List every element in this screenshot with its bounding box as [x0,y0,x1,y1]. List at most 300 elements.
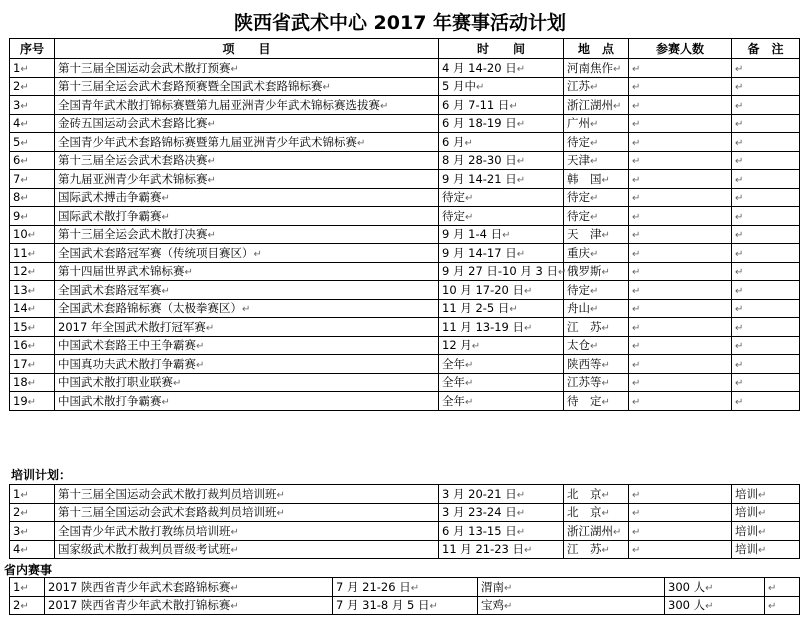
table-row [10,262,800,281]
paragraph-mark: ↵ [705,582,714,594]
cell-index: 8↵ [10,188,55,207]
cell-participants [629,225,732,244]
paragraph-mark: ↵ [632,137,641,149]
cell-index: 9↵ [10,207,55,226]
cell-event: 第十三届全国运动会武术散打预赛↵ [55,59,439,78]
paragraph-mark: ↵ [758,526,767,538]
cell-event: 中国武术套路王中王争霸赛↵ [55,336,439,355]
paragraph-mark: ↵ [601,508,610,520]
paragraph-mark: ↵ [735,119,744,131]
cell-location: 江苏等↵ [564,373,629,392]
cell-participants: 300 人↵ [665,596,765,615]
cell-index: 1↵ [10,485,55,504]
cell-remarks [732,336,800,355]
paragraph-mark: ↵ [322,82,331,94]
cell-time: 6 月 18-19 日↵ [439,114,564,133]
paragraph-mark: ↵ [613,63,622,75]
cell-remarks [732,96,800,115]
cell-remarks [732,77,800,96]
cell-remarks [732,244,800,263]
cell-index: 1↵ [10,578,45,597]
cell-time: 3 月 20-21 日↵ [439,485,564,504]
table-row [10,318,800,337]
cell-location: 舟山↵ [564,299,629,318]
paragraph-mark: ↵ [758,489,767,501]
paragraph-mark: ↵ [20,82,29,94]
cell-index: 4↵ [10,114,55,133]
cell-time: 5 月中↵ [439,77,564,96]
cell-location: 浙江湖州↵ [564,522,629,541]
cell-location: 待定↵ [564,133,629,152]
cell-participants [629,151,732,170]
paragraph-mark: ↵ [632,267,641,279]
cell-event: 第十四届世界武术锦标赛↵ [55,262,439,281]
paragraph-mark: ↵ [601,378,610,390]
table-row [10,77,800,96]
paragraph-mark: ↵ [735,82,744,94]
paragraph-mark: ↵ [601,359,610,371]
cell-location: 江 苏↵ [564,540,629,559]
paragraph-mark: ↵ [516,489,526,501]
cell-location: 天 津↵ [564,225,629,244]
paragraph-mark: ↵ [465,378,474,390]
cell-participants [629,336,732,355]
paragraph-mark: ↵ [632,193,641,205]
cell-remarks [732,281,800,300]
paragraph-mark: ↵ [524,322,533,334]
cell-event: 2017 年全国武术散打冠军赛↵ [55,318,439,337]
paragraph-mark: ↵ [207,230,216,242]
cell-event: 第十三届全运会武术套路决赛↵ [55,151,439,170]
paragraph-mark: ↵ [590,248,599,260]
cell-index: 10↵ [10,225,55,244]
paragraph-mark: ↵ [161,396,170,408]
cell-event: 第十三届全国运动会武术散打裁判员培训班↵ [55,485,439,504]
paragraph-mark: ↵ [758,545,767,557]
paragraph-mark: ↵ [601,267,610,279]
paragraph-mark: ↵ [502,230,511,242]
paragraph-mark: ↵ [471,341,481,353]
cell-event: 全国武术套路冠军赛（传统项目赛区）↵ [55,244,439,263]
table-row [10,133,800,152]
paragraph-mark: ↵ [20,193,29,205]
paragraph-mark: ↵ [768,582,777,594]
cell-event: 第九届亚洲青少年武术锦标赛↵ [55,170,439,189]
cell-index: 16↵ [10,336,55,355]
cell-participants [629,77,732,96]
paragraph-mark: ↵ [276,508,285,520]
paragraph-mark: ↵ [205,322,215,334]
cell-event: 国际武术散打争霸赛↵ [55,207,439,226]
paragraph-mark: ↵ [613,526,622,538]
paragraph-mark: ↵ [590,156,599,168]
cell-participants [629,188,732,207]
cell-location: 北 京↵ [564,503,629,522]
paragraph-mark: ↵ [475,82,485,94]
cell-remarks [732,133,800,152]
cell-remarks [732,225,800,244]
training-table [9,484,800,559]
paragraph-mark: ↵ [504,582,513,594]
paragraph-mark: ↵ [464,137,473,149]
provincial-section-label: 省内赛事 [4,563,53,577]
paragraph-mark: ↵ [632,63,641,75]
cell-index: 17↵ [10,355,55,374]
paragraph-mark: ↵ [410,582,420,594]
paragraph-mark: ↵ [230,526,239,538]
cell-participants [629,522,732,541]
cell-location: 待定↵ [564,207,629,226]
cell-location: 渭南↵ [478,578,665,597]
cell-location: 待定↵ [564,281,629,300]
cell-location: 俄罗斯↵ [564,262,629,281]
paragraph-mark: ↵ [758,508,767,520]
cell-remarks [732,299,800,318]
cell-time: 全年↵ [439,355,564,374]
cell-index: 7↵ [10,170,55,189]
paragraph-mark: ↵ [20,601,29,613]
cell-participants [629,170,732,189]
cell-index: 5↵ [10,133,55,152]
paragraph-mark: ↵ [20,489,29,501]
cell-time: 9 月 1-4 日↵ [439,225,564,244]
cell-time: 11 月 2-5 日↵ [439,299,564,318]
paragraph-mark: ↵ [465,193,474,205]
paragraph-mark: ↵ [173,378,182,390]
cell-location: 江苏↵ [564,77,629,96]
paragraph-mark: ↵ [632,359,641,371]
paragraph-mark: ↵ [27,322,37,334]
cell-participants: 300 人↵ [665,578,765,597]
table-row [10,355,800,374]
table-row [10,578,800,597]
cell-event: 全国武术套路冠军赛↵ [55,281,439,300]
competition-table [9,38,800,411]
document-title: 陕西省武术中心 2017 年赛事活动计划 [233,12,567,34]
paragraph-mark: ↵ [504,601,513,613]
paragraph-mark: ↵ [516,526,526,538]
cell-index: 2↵ [10,503,55,522]
paragraph-mark: ↵ [632,119,641,131]
paragraph-mark: ↵ [429,601,438,613]
paragraph-mark: ↵ [196,341,205,353]
paragraph-mark: ↵ [735,322,744,334]
cell-time: 3 月 23-24 日↵ [439,503,564,522]
paragraph-mark: ↵ [632,304,641,316]
paragraph-mark: ↵ [735,378,744,390]
paragraph-mark: ↵ [27,341,37,353]
paragraph-mark: ↵ [242,304,251,316]
paragraph-mark: ↵ [735,230,744,242]
cell-remarks [765,578,800,597]
cell-remarks [732,59,800,78]
paragraph-mark: ↵ [632,508,641,520]
table-row [10,485,800,504]
paragraph-mark: ↵ [230,63,239,75]
cell-remarks: 培训↵ [732,485,800,504]
paragraph-mark: ↵ [524,285,533,297]
cell-time: 6 月↵ [439,133,564,152]
cell-time: 待定↵ [439,207,564,226]
paragraph-mark: ↵ [27,230,37,242]
cell-time: 11 月 13-19 日↵ [439,318,564,337]
paragraph-mark: ↵ [590,82,599,94]
cell-index: 3↵ [10,522,55,541]
cell-index: 11↵ [10,244,55,263]
paragraph-mark: ↵ [276,489,285,501]
table-row [10,540,800,559]
cell-remarks: 培训↵ [732,503,800,522]
paragraph-mark: ↵ [632,248,641,260]
paragraph-mark: ↵ [735,285,744,297]
table-row [10,59,800,78]
cell-location: 天津↵ [564,151,629,170]
table-row [10,522,800,541]
cell-location: 陕西等↵ [564,355,629,374]
cell-participants [629,503,732,522]
table-header-row [10,39,800,59]
paragraph-mark: ↵ [27,396,37,408]
table-row [10,392,800,411]
cell-participants [629,207,732,226]
cell-location: 河南焦作↵ [564,59,629,78]
paragraph-mark: ↵ [735,63,744,75]
paragraph-mark: ↵ [516,63,526,75]
cell-index: 4↵ [10,540,55,559]
paragraph-mark: ↵ [196,359,205,371]
cell-event: 中国武术散打争霸赛↵ [55,392,439,411]
paragraph-mark: ↵ [509,304,518,316]
table-row [10,207,800,226]
cell-event: 国家级武术散打裁判员晋级考试班↵ [55,540,439,559]
table-row [10,244,800,263]
cell-participants [629,355,732,374]
paragraph-mark: ↵ [632,341,641,353]
cell-event: 中国武术散打职业联赛↵ [55,373,439,392]
paragraph-mark: ↵ [27,359,37,371]
paragraph-mark: ↵ [632,526,641,538]
table-row [10,170,800,189]
paragraph-mark: ↵ [230,601,239,613]
cell-event: 第十三届全运会武术散打决赛↵ [55,225,439,244]
paragraph-mark: ↵ [253,248,262,260]
cell-event: 全国青年武术散打锦标赛暨第九届亚洲青少年武术锦标赛选拔赛↵ [55,96,439,115]
cell-location: 浙江湖州↵ [564,96,629,115]
paragraph-mark: ↵ [735,359,744,371]
cell-event: 国际武术搏击争霸赛↵ [55,188,439,207]
cell-event: 2017 陕西省青少年武术散打锦标赛↵ [45,596,333,615]
paragraph-mark: ↵ [735,193,744,205]
paragraph-mark: ↵ [601,545,610,557]
paragraph-mark: ↵ [590,119,599,131]
paragraph-mark: ↵ [590,285,599,297]
paragraph-mark: ↵ [590,211,599,223]
cell-location: 待定↵ [564,188,629,207]
cell-location: 广州↵ [564,114,629,133]
cell-location: 待 定↵ [564,392,629,411]
cell-participants [629,281,732,300]
paragraph-mark: ↵ [632,545,641,557]
paragraph-mark: ↵ [735,137,744,149]
cell-remarks [732,392,800,411]
paragraph-mark: ↵ [27,248,37,260]
cell-event: 全国青少年武术散打教练员培训班↵ [55,522,439,541]
paragraph-mark: ↵ [230,582,239,594]
paragraph-mark: ↵ [380,100,389,112]
paragraph-mark: ↵ [632,82,641,94]
paragraph-mark: ↵ [632,156,641,168]
paragraph-mark: ↵ [516,119,526,131]
paragraph-mark: ↵ [161,285,170,297]
cell-location: 江 苏↵ [564,318,629,337]
paragraph-mark: ↵ [357,137,366,149]
paragraph-mark: ↵ [27,378,37,390]
cell-event: 金砖五国运动会武术套路比赛↵ [55,114,439,133]
paragraph-mark: ↵ [601,174,610,186]
cell-remarks [732,373,800,392]
cell-participants [629,114,732,133]
table-row [10,188,800,207]
cell-index: 2↵ [10,596,45,615]
paragraph-mark: ↵ [465,211,474,223]
paragraph-mark: ↵ [20,63,29,75]
paragraph-mark: ↵ [632,174,641,186]
cell-remarks [732,151,800,170]
paragraph-mark: ↵ [20,174,29,186]
paragraph-mark: ↵ [207,156,216,168]
cell-index: 12↵ [10,262,55,281]
paragraph-mark: ↵ [768,601,777,613]
cell-location: 韩 国↵ [564,170,629,189]
cell-time: 9 月 27 日-10 月 3 日↵ [439,262,564,281]
paragraph-mark: ↵ [735,174,744,186]
cell-event: 第十三届全国运动会武术套路裁判员培训班↵ [55,503,439,522]
cell-time: 全年↵ [439,373,564,392]
paragraph-mark: ↵ [161,193,170,205]
cell-event: 全国青少年武术套路锦标赛暨第九届亚洲青少年武术锦标赛↵ [55,133,439,152]
paragraph-mark: ↵ [735,396,744,408]
paragraph-mark: ↵ [465,396,474,408]
table-row [10,225,800,244]
paragraph-mark: ↵ [705,601,714,613]
cell-index: 14↵ [10,299,55,318]
paragraph-mark: ↵ [27,304,37,316]
paragraph-mark: ↵ [601,396,610,408]
paragraph-mark: ↵ [735,267,744,279]
cell-remarks [732,262,800,281]
header-time: 时 间 [439,39,564,59]
paragraph-mark: ↵ [590,341,599,353]
paragraph-mark: ↵ [735,304,744,316]
cell-index: 18↵ [10,373,55,392]
paragraph-mark: ↵ [601,489,610,501]
paragraph-mark: ↵ [20,526,29,538]
table-row [10,151,800,170]
paragraph-mark: ↵ [20,100,29,112]
paragraph-mark: ↵ [161,211,170,223]
paragraph-mark: ↵ [632,230,641,242]
paragraph-mark: ↵ [590,193,599,205]
header-index: 序号 [10,39,55,59]
paragraph-mark: ↵ [27,285,37,297]
paragraph-mark: ↵ [516,174,526,186]
cell-location: 太仓↵ [564,336,629,355]
cell-remarks: 培训↵ [732,540,800,559]
cell-index: 13↵ [10,281,55,300]
cell-time: 9 月 14-17 日↵ [439,244,564,263]
cell-time: 4 月 14-20 日↵ [439,59,564,78]
paragraph-mark: ↵ [20,137,29,149]
cell-remarks [732,170,800,189]
cell-remarks [732,207,800,226]
cell-participants [629,299,732,318]
cell-index: 1↵ [10,59,55,78]
cell-index: 15↵ [10,318,55,337]
cell-time: 9 月 14-21 日↵ [439,170,564,189]
cell-remarks [732,188,800,207]
paragraph-mark: ↵ [516,156,526,168]
paragraph-mark: ↵ [20,582,29,594]
cell-location: 北 京↵ [564,485,629,504]
paragraph-mark: ↵ [632,322,641,334]
cell-remarks [732,318,800,337]
cell-index: 3↵ [10,96,55,115]
table-row [10,503,800,522]
provincial-table [9,577,800,615]
paragraph-mark: ↵ [207,174,216,186]
cell-location: 重庆↵ [564,244,629,263]
paragraph-mark: ↵ [27,267,37,279]
paragraph-mark: ↵ [230,545,239,557]
cell-time: 8 月 28-30 日↵ [439,151,564,170]
paragraph-mark: ↵ [465,359,474,371]
cell-remarks: 培训↵ [732,522,800,541]
paragraph-mark: ↵ [557,267,567,279]
cell-participants [629,244,732,263]
paragraph-mark: ↵ [632,211,641,223]
paragraph-mark: ↵ [509,100,518,112]
header-participants: 参赛人数 [629,39,732,59]
cell-remarks [732,355,800,374]
cell-remarks [765,596,800,615]
paragraph-mark: ↵ [632,378,641,390]
cell-participants [629,540,732,559]
paragraph-mark: ↵ [632,100,641,112]
paragraph-mark: ↵ [516,508,526,520]
table-row [10,114,800,133]
header-event: 项 目 [55,39,439,59]
table-row [10,96,800,115]
paragraph-mark: ↵ [516,248,526,260]
header-location: 地 点 [564,39,629,59]
paragraph-mark: ↵ [601,322,610,334]
paragraph-mark: ↵ [632,285,641,297]
cell-participants [629,133,732,152]
table-row [10,281,800,300]
paragraph-mark: ↵ [184,267,193,279]
cell-index: 19↵ [10,392,55,411]
cell-location: 宝鸡↵ [478,596,665,615]
cell-time: 11 月 21-23 日↵ [439,540,564,559]
paragraph-mark: ↵ [735,100,744,112]
cell-time: 全年↵ [439,392,564,411]
paragraph-mark: ↵ [613,100,622,112]
paragraph-mark: ↵ [20,156,29,168]
cell-remarks [732,114,800,133]
paragraph-mark: ↵ [20,545,29,557]
table-row [10,336,800,355]
cell-time: 6 月 7-11 日↵ [439,96,564,115]
